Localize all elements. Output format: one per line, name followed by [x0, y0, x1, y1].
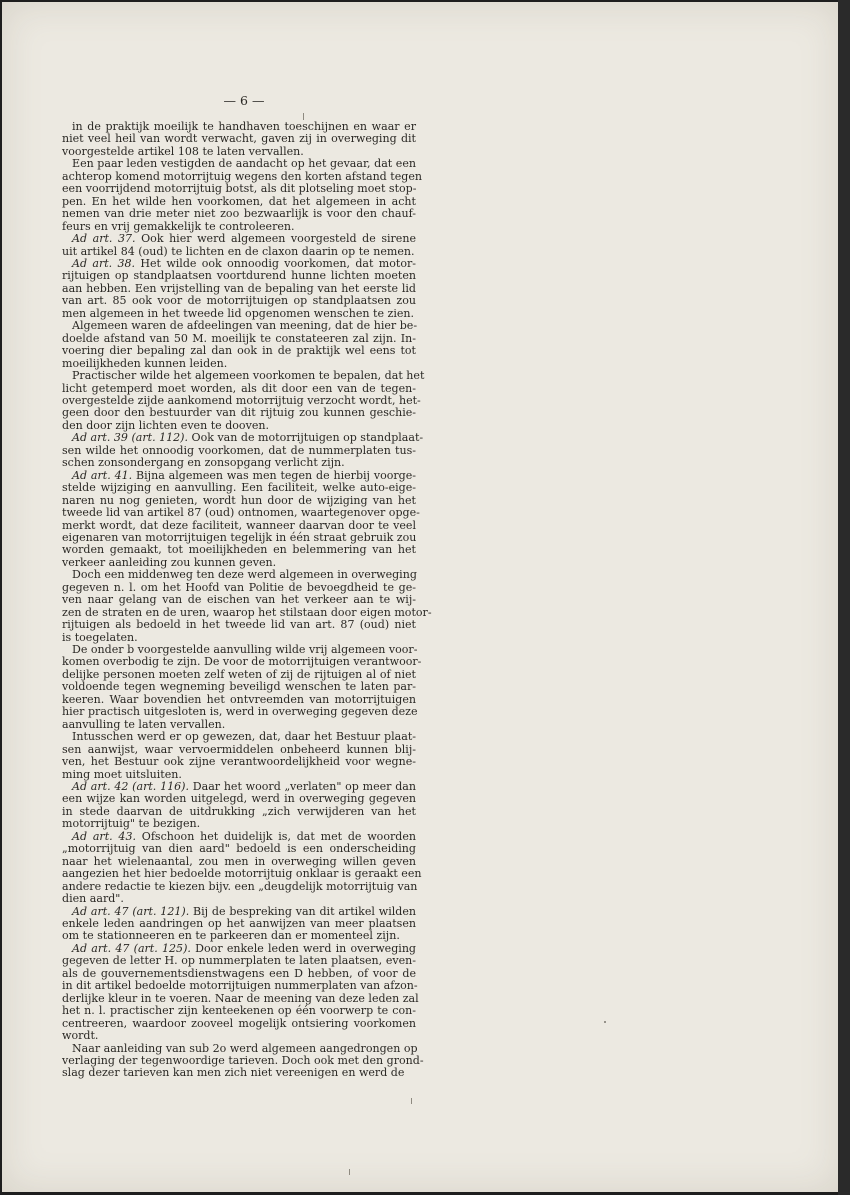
line-text: sen wilde het onnoodig voorkomen, dat de nummerplaten tus- [62, 443, 416, 457]
line-text: men algemeen in het tweede lid opgenomen wenschen te zien. [62, 306, 415, 320]
line-text: niet veel heil van wordt verwacht, gaven zij in overweging dit [62, 132, 416, 146]
line-text: eigenaren van motorrijtuigen tegelijk in één straat gebruik zou [62, 530, 417, 544]
line-text: rijtuigen als bedoeld in het tweede lid van art. 87 (oud) niet [62, 618, 416, 632]
line-text: enkele leden aandringen op het aanwijzen van meer plaatsen [62, 917, 416, 930]
text-line [62, 1018, 416, 1030]
article-reference: Ad art. 39 (art. 112). [72, 431, 189, 445]
line-text: slag dezer tarieven kan men zich niet vereenigen en werd de [62, 1066, 405, 1080]
scanner-edge [838, 0, 850, 1195]
line-text: sen aanwijst, waar vervoermiddelen onbeheerd kunnen blij- [62, 742, 416, 756]
line-text: worden gemaakt, tot moeilijkheden en belemmering van het [62, 543, 416, 557]
line-text: voldoende tegen wegneming beveiligd wenschen te laten par- [62, 680, 416, 694]
line-text: nemen van drie meter niet zoo bezwaarlijk is voor den chauf- [62, 207, 416, 221]
line-text: Daar het woord „verlaten" op meer dan [192, 780, 416, 794]
line-text: Bij de bespreking van dit artikel wilden [193, 904, 416, 918]
paragraph [62, 643, 422, 731]
article-reference: Ad art. 38. [72, 256, 136, 270]
line-text: ming moet uitsluiten. [62, 767, 182, 781]
paragraph [62, 320, 416, 370]
line-text: schen zonsondergang en zonsopgang verlicht zijn. [62, 456, 345, 470]
line-text: stelde wijziging en aanvulling. Een faciliteit, welke auto-eige- [62, 481, 416, 495]
line-text: doelde afstand van 50 M. moeilijk te constateeren zal zijn. In- [62, 331, 416, 345]
line-text: Ook van de motorrijtuigen op standplaat- [191, 431, 424, 445]
paragraph [62, 568, 432, 644]
paragraph [62, 468, 420, 570]
line-text: zen de straten en de uren, waarop het stilstaan door eigen motor- [62, 605, 432, 619]
line-text: naren nu nog genieten, wordt hun door de wijziging van het [62, 493, 416, 507]
scan-mark [411, 1098, 412, 1104]
line-text: keeren. Waar bovendien het ontvreemden van motorrijtuigen [62, 692, 416, 706]
line-text: in dit artikel bedoelde motorrijtuigen nummerplaten van afzon- [62, 979, 418, 993]
line-text: een wijze kan worden uitgelegd, werd in overweging gegeven [62, 792, 416, 806]
line-text: Het wilde ook onnoodig voorkomen, dat motor- [140, 256, 416, 270]
line-text: motorrijtuig" te bezigen. [62, 817, 201, 831]
line-text: aan hebben. Een vrijstelling van de bepaling van het eerste lid [62, 281, 416, 295]
line-text: in stede daarvan de uitdrukking „zich verwijderen van het [62, 804, 416, 818]
line-text: komen overbodig te zijn. De voor de motorrijtuigen verantwoor- [62, 655, 422, 669]
line-text: De onder b voorgestelde aanvulling wilde vrij algemeen voor- [72, 643, 418, 657]
line-text: naar het wielenaantal, zou men in overweging willen geven [62, 854, 416, 868]
paragraph [62, 781, 416, 831]
line-text: hier practisch uitgesloten is, werd in overweging gegeven deze [62, 705, 418, 719]
line-text: aangezien het hier bedoelde motorrijtuig onklaar is geraakt een [62, 867, 422, 881]
text-line [62, 1067, 416, 1079]
article-reference: Ad art. 37. [72, 232, 136, 246]
line-text: verlaging der tegenwoordige tarieven. Doch ook met den grond- [62, 1053, 424, 1067]
line-text: uit artikel 84 (oud) te lichten en de claxon daarin op te nemen. [62, 244, 415, 258]
line-text: ven, het Bestuur ook zijne verantwoordelijkheid voor wegne- [62, 755, 416, 769]
paragraph [62, 431, 424, 470]
line-text: Ook hier werd algemeen voorgesteld de sirene [141, 232, 416, 246]
line-text: geen door den bestuurder van dit rijtuig zou kunnen geschie- [62, 406, 416, 420]
line-text: voorgestelde artikel 108 te laten vervallen. [62, 144, 304, 158]
line-text: moeilijkheden kunnen leiden. [62, 356, 228, 370]
line-text: het n. l. practischer zijn kenteekenen op één voorwerp te con- [62, 1004, 416, 1018]
line-text: voering dier bepaling zal dan ook in de praktijk wel eens tot [62, 344, 416, 358]
paragraph [62, 1041, 424, 1080]
line-text: feurs en vrij gemakkelijk te controleeren. [62, 219, 295, 233]
line-text: delijke personen moeten zelf weten of zij de rijtuigen al of niet [62, 667, 416, 681]
line-text: ven naar gelang van de eischen van het verkeer aan te wij- [62, 593, 416, 607]
paragraph [62, 157, 422, 233]
line-text: licht getemperd moet worden, als dit door een van de tegen- [62, 381, 416, 395]
line-text: overgestelde zijde aankomend motorrijtuig verzocht wordt, het- [62, 393, 421, 407]
paragraph [62, 258, 416, 320]
paragraph [62, 121, 416, 158]
line-text: verkeer aanleiding zou kunnen geven. [62, 555, 277, 569]
paragraph [62, 829, 422, 906]
paragraph [62, 941, 419, 1043]
dust-speck [604, 1021, 606, 1023]
line-text: een voorrijdend motorrijtuig botst, als dit plotseling moet stop- [62, 182, 417, 196]
paragraph [62, 906, 416, 943]
line-text: Practischer wilde het algemeen voorkomen te bepalen, dat het [72, 369, 425, 383]
line-text: Naar aanleiding van sub 2o werd algemeen aangedrongen op [72, 1041, 418, 1055]
article-reference: Ad art. 41. [72, 468, 133, 482]
line-text: andere redactie te kiezen bijv. een „deugdelijk motorrijtuig van [62, 879, 418, 893]
line-text: rijtuigen op standplaatsen voortdurend hunne lichten moeten [62, 269, 416, 283]
article-reference: Ad art. 43. [72, 829, 136, 843]
line-text: Door enkele leden werd in overweging [195, 941, 417, 955]
line-text: centreeren, waardoor zooveel mogelijk ontsiering voorkomen [62, 1016, 416, 1030]
scan-mark [303, 113, 304, 120]
line-text: Ofschoon het duidelijk is, dat met de woorden [141, 829, 416, 843]
line-text: Algemeen waren de afdeelingen van meening, dat de hier be- [72, 319, 418, 333]
line-text: Intusschen werd er op gewezen, dat, daar het Bestuur plaat- [72, 730, 416, 744]
line-text: gegeven n. l. om het Hoofd van Politie de bevoegdheid te ge- [62, 580, 416, 594]
line-text: van art. 85 ook voor de motorrijtuigen op standplaatsen zou [62, 294, 416, 308]
line-text: merkt wordt, dat deze faciliteit, wanneer daarvan door te veel [62, 518, 416, 532]
body-text [62, 120, 432, 1080]
article-reference: Ad art. 47 (art. 121). [72, 904, 190, 918]
line-text: aanvulling te laten vervallen. [62, 717, 226, 731]
line-text: dien aard". [62, 892, 124, 906]
line-text: is toegelaten. [62, 630, 138, 644]
line-text: Een paar leden vestigden de aandacht op het gevaar, dat een [72, 157, 416, 171]
line-text: Doch een middenweg ten deze werd algemeen in overweging [72, 568, 417, 582]
paragraph [62, 731, 416, 781]
line-text: den door zijn lichten even te dooven. [62, 418, 269, 432]
line-text: om te stationneeren en te parkeeren dan er momenteel zijn. [62, 929, 400, 943]
line-text: tweede lid van artikel 87 (oud) ontnomen, waartegenover opge- [62, 506, 420, 520]
line-text: wordt. [62, 1029, 99, 1043]
line-text: als de gouvernementsdienstwagens een D hebben, of voor de [62, 966, 416, 980]
page-number: — 6 — [223, 93, 265, 108]
paragraph [62, 233, 416, 258]
line-text: pen. En het wilde hen voorkomen, dat het algemeen in acht [62, 194, 416, 208]
scan-mark [349, 1169, 350, 1175]
article-reference: Ad art. 47 (art. 125). [72, 941, 191, 955]
line-text: achterop komend motorrijtuig wegens den korten afstand tegen [62, 169, 422, 183]
paragraph [62, 369, 425, 432]
line-text: Bijna algemeen was men tegen de hierbij voorge- [136, 468, 416, 482]
line-text: gegeven de letter H. op nummerplaten te laten plaatsen, even- [62, 954, 416, 968]
line-text: „motorrijtuig van dien aard" bedoeld is een onderscheiding [62, 842, 416, 856]
line-text: in de praktijk moeilijk te handhaven toeschijnen en waar er [72, 120, 416, 133]
line-text: derlijke kleur in te voeren. Naar de meening van deze leden zal [62, 991, 419, 1005]
article-reference: Ad art. 42 (art. 116). [72, 780, 189, 794]
